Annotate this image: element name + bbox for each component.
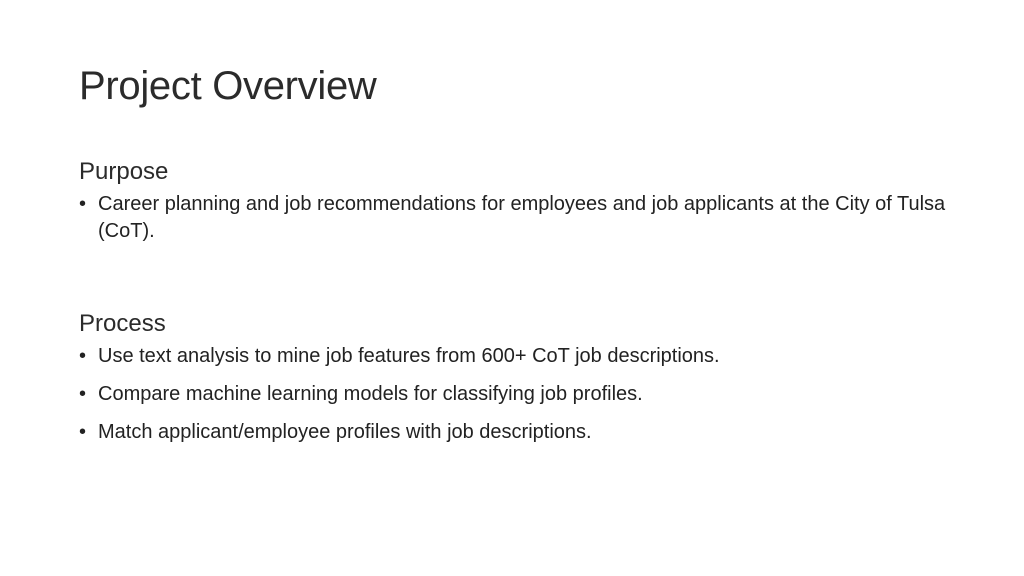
bullet-list xyxy=(79,343,949,446)
slide-title: Project Overview xyxy=(79,64,377,108)
list-item xyxy=(79,191,949,245)
bullet-text: Match applicant/employee profiles with job descriptions. xyxy=(98,421,592,443)
bullet-icon: • xyxy=(79,383,87,405)
list-item xyxy=(79,343,949,370)
section-purpose xyxy=(79,157,949,256)
list-item xyxy=(79,381,949,408)
bullet-icon: • xyxy=(79,193,87,215)
bullet-text: Use text analysis to mine job features from 600+ CoT job descriptions. xyxy=(98,345,720,367)
bullet-list xyxy=(79,191,949,245)
bullet-icon: • xyxy=(79,421,87,443)
section-process xyxy=(79,309,949,457)
bullet-text: Compare machine learning models for classifying job profiles. xyxy=(98,383,643,405)
section-heading: Process xyxy=(79,310,166,337)
bullet-icon: • xyxy=(79,345,87,367)
bullet-text: Career planning and job recommendations for employees and job applicants at the City of Tulsa (CoT). xyxy=(98,193,946,242)
section-heading: Purpose xyxy=(79,158,169,185)
list-item xyxy=(79,419,949,446)
